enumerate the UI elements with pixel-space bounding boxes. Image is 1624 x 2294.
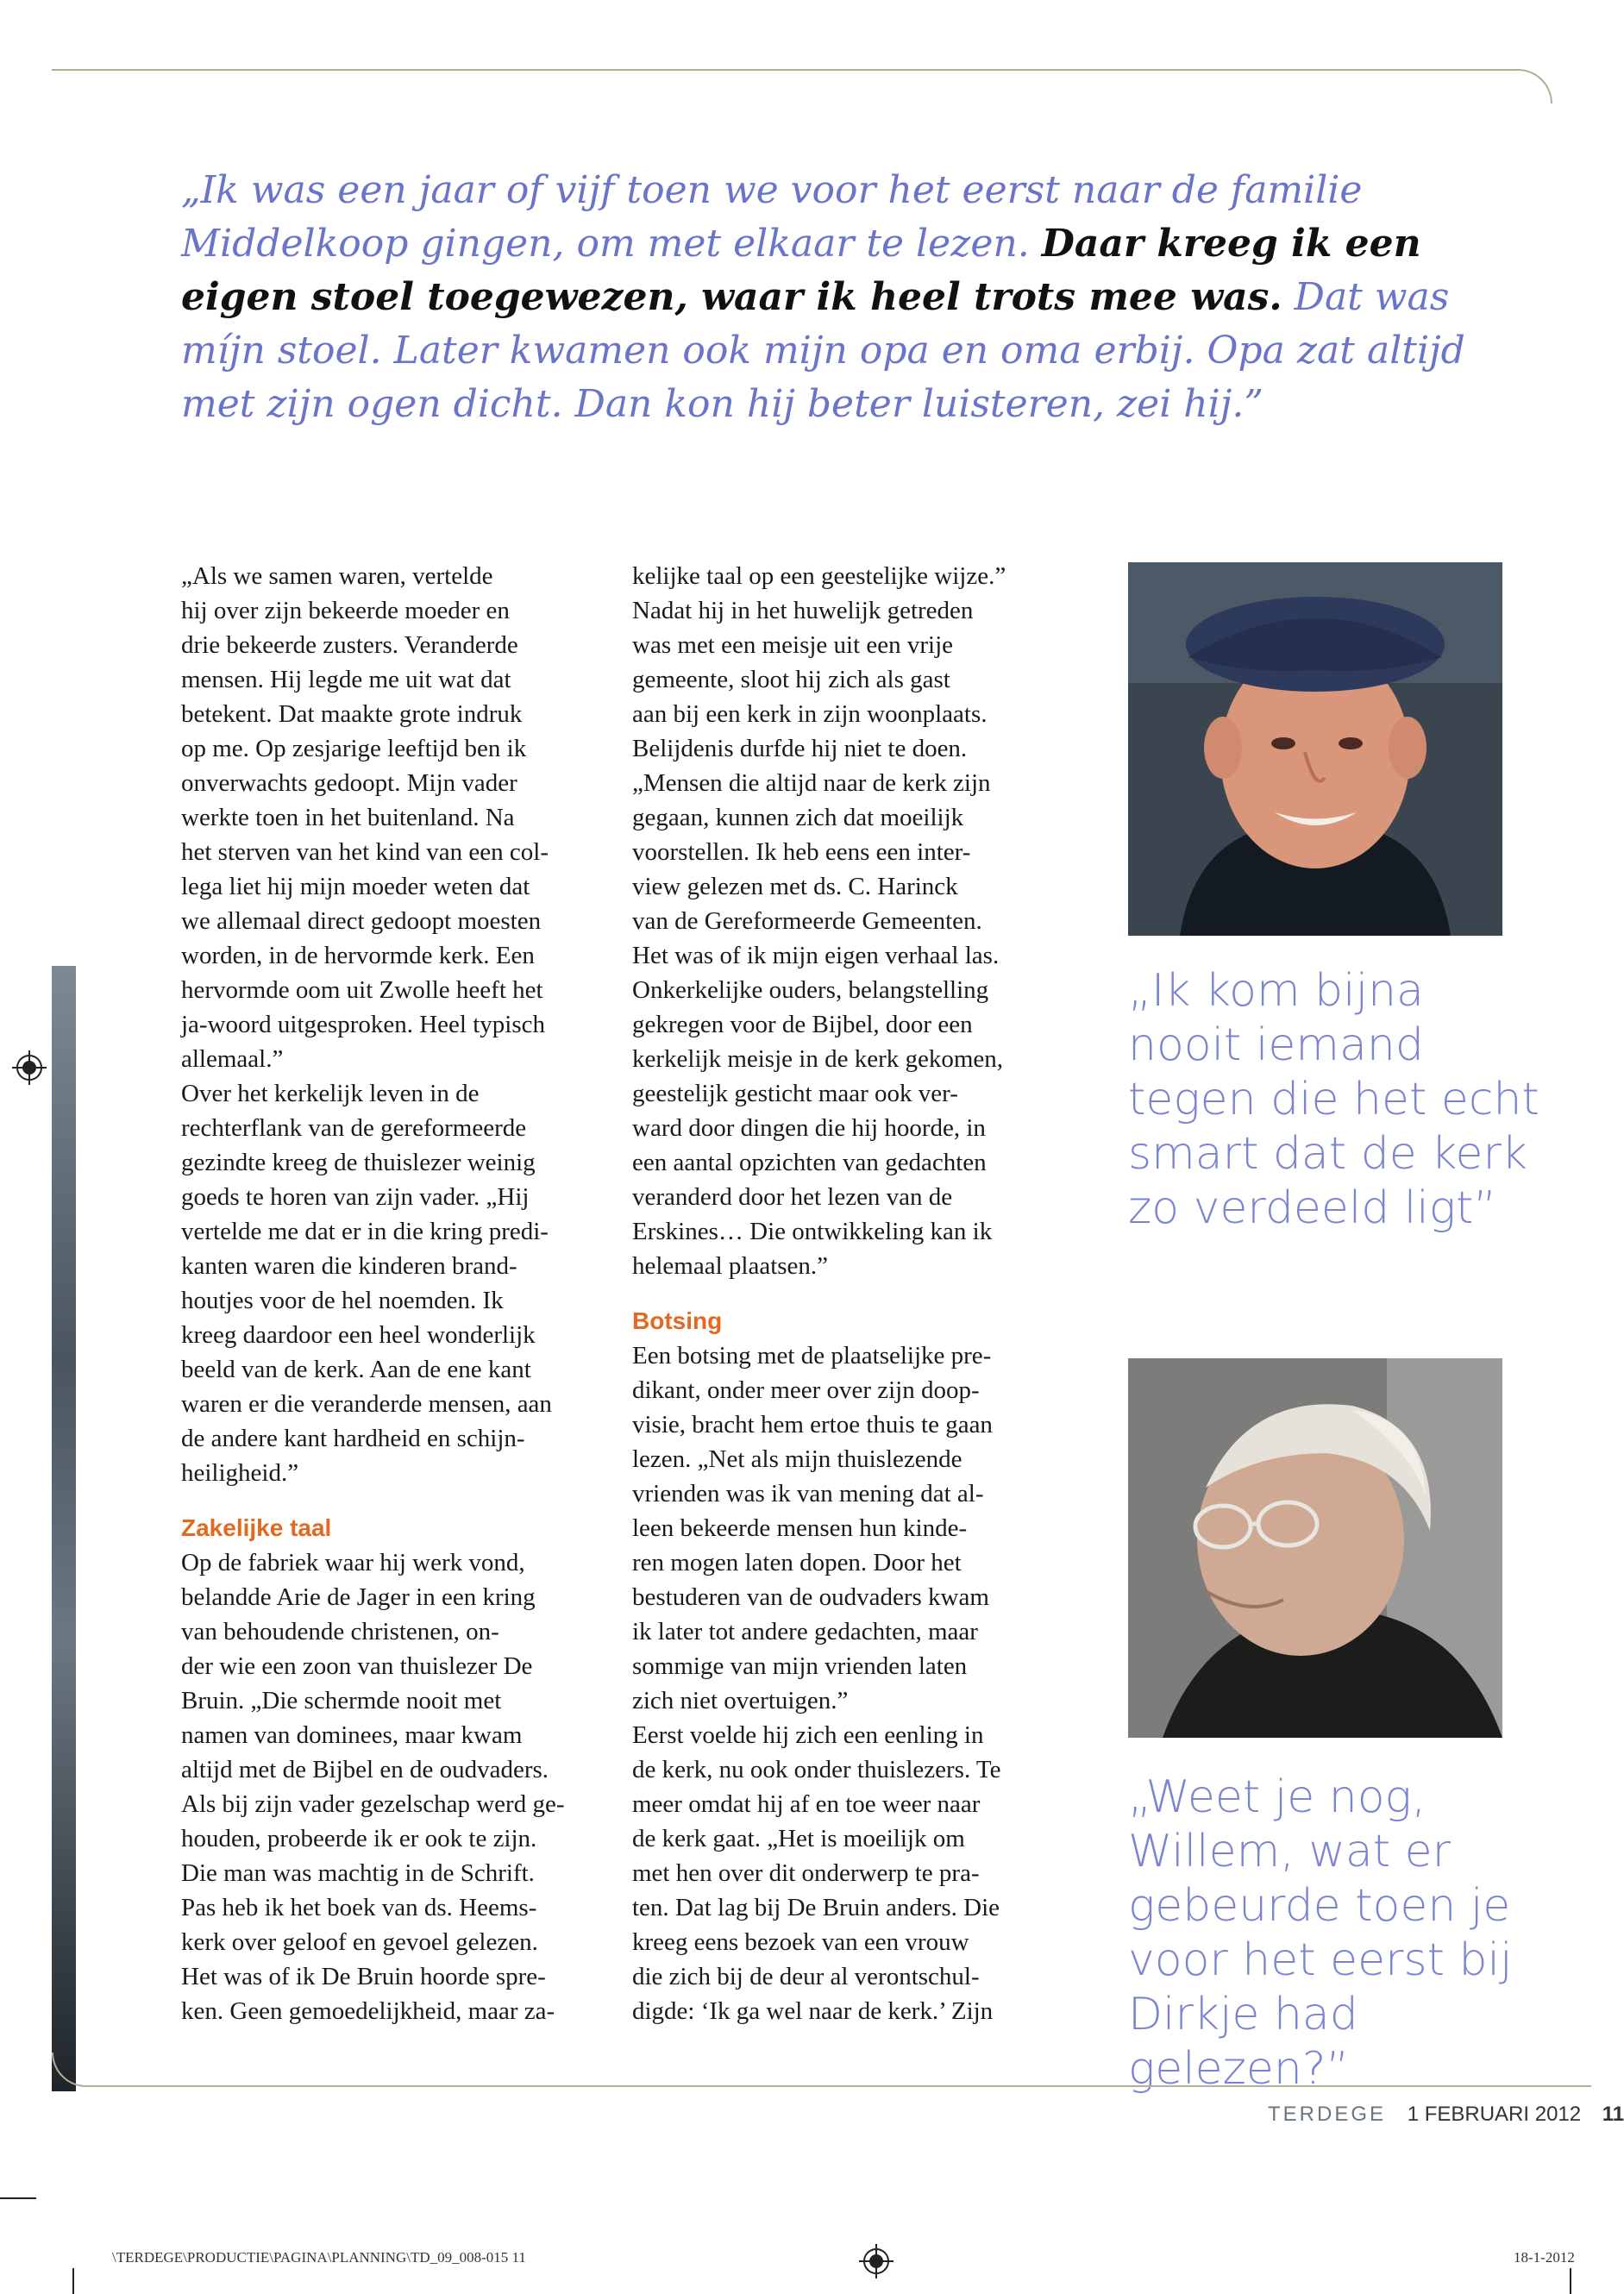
production-slug-date: 18-1-2012 xyxy=(1514,2249,1575,2266)
body-paragraph: Over het kerkelijk leven in de rechterflank van de gereformeerde gezindte kreeg de thuislezer weinig goeds te horen van zijn vader. „Hij vertelde me dat er in die kring predi- kanten waren die kinderen brand- houtjes voor de hel noemden. Ik kreeg daardoor een heel wonderlijk beeld van de kerk. Aan de ene kant waren er die veranderde mensen, aan de andere kant hardheid en schijn- heiligheid.” xyxy=(181,1080,552,1487)
subheading-zakelijke-taal: Zakelijke taal xyxy=(181,1514,332,1541)
registration-mark-icon xyxy=(12,1050,47,1085)
page-footer xyxy=(1268,2103,1624,2127)
intro-quote xyxy=(181,164,1475,431)
crop-mark xyxy=(0,2197,36,2199)
body-paragraph: „Als we samen waren, vertelde hij over zijn bekeerde moeder en drie bekeerde zusters. Veranderde mensen. Hij legde me uit wat dat betekent. Dat maakte grote indruk op me. Op zesjarige leeftijd ben ik onverwachts gedoopt. Mijn vader werkte toen in het buitenland. Na het sterven van het kind van een col- lega liet hij mijn moeder weten dat we allemaal direct gedoopt moesten worden, in de hervormde kerk. Een hervormde oom uit Zwolle heeft het ja-woord uitgesproken. Heel typisch allemaal.” xyxy=(181,562,549,1073)
portrait-woman-illustration xyxy=(1128,1358,1502,1738)
production-slug-path: \TERDEGE\PRODUCTIE\PAGINA\PLANNING\TD_09_008-015 11 xyxy=(112,2249,526,2266)
crop-mark xyxy=(72,2268,74,2294)
portrait-photo-man-cap xyxy=(1128,562,1502,936)
page-number: 11 xyxy=(1602,2103,1624,2126)
body-paragraph: kelijke taal op een geestelijke wijze.” Nadat hij in het huwelijk getreden was met een meisje uit een vrije gemeente, sloot hij zich als gast aan bij een kerk in zijn woonplaats. Belijdenis durfde hij niet te doen. „Mensen die altijd naar de kerk zijn gegaan, kunnen zich dat moeilijk voorstellen. Ik heb eens een inter- view gelezen met ds. C. Harinck van de Gereformeerde Gemeenten. Het was of ik mijn eigen verhaal las. Onkerkelijke ouders, belangstelling gekregen voor de Bijbel, door een kerkelijk meisje in de kerk gekomen, geestelijk gesticht maar ook ver- ward door dingen die hij hoorde, in een aantal opzichten van gedachten veranderd door het lezen van de Erskines… Die ontwikkeling kan ik helemaal plaatsen.” xyxy=(632,562,1006,1280)
intro-quote-part2: Dat was míjn stoel. Later kwamen ook mijn opa en oma erbij. Opa zat altijd met zijn ogen dicht. Dan kon hij beter luisteren, zei hij.” xyxy=(181,275,1465,426)
magazine-name: TERDEGE xyxy=(1268,2103,1387,2126)
portrait-photo-elderly-woman xyxy=(1128,1358,1502,1738)
body-paragraph: Op de fabriek waar hij werk vond, belandde Arie de Jager in een kring van behoudende christenen, on- der wie een zoon van thuislezer De Bruin. „Die schermde nooit met namen van dominees, maar kwam altijd met de Bijbel en de oudvaders. Als bij zijn vader gezelschap werd ge- houden, probeerde ik er ook te zijn. Die man was machtig in de Schrift. Pas heb ik het boek van ds. Heems- kerk over geloof en gevoel gelezen. Het was of ik De Bruin hoorde spre- ken. Geen gemoedelijkheid, maar za- xyxy=(181,1549,565,2025)
bottom-rule xyxy=(52,2053,1591,2087)
body-paragraph: Eerst voelde hij zich een eenling in de kerk, nu ook onder thuislezers. Te meer omdat hij af en toe weer naar de kerk gaat. „Het is moeilijk om met hen over dit onderwerp te pra- ten. Dat lag bij De Bruin anders. Die kreeg eens bezoek van een vrouw die zich bij de deur al verontschul- digde: ‘Ik ga wel naar de kerk.’ Zijn xyxy=(632,1721,1001,2025)
pullquote-2: „Weet je nog, Willem, wat er gebeurde toen je voor het eerst bij Dirkje had gelezen?” xyxy=(1128,1771,1513,2095)
article-column-2 xyxy=(632,559,1046,2028)
article-column-1 xyxy=(181,559,595,2028)
body-paragraph: Een botsing met de plaatselijke pre- dikant, onder meer over zijn doop- visie, bracht hem ertoe thuis te gaan lezen. „Net als mijn thuislezende vrienden was ik van mening dat al- leen bekeerde mensen hun kinde- ren mogen laten dopen. Door het bestuderen van de oudvaders kwam ik later tot andere gedachten, maar sommige van mijn vrienden laten zich niet overtuigen.” xyxy=(632,1342,993,1714)
portrait-man-illustration xyxy=(1128,562,1502,936)
registration-mark-icon xyxy=(859,2244,894,2278)
intro-quote-part1: „Ik was een jaar of vijf toen we voor het eerst naar de familie Middelkoop gingen, om met elkaar te lezen. xyxy=(181,168,1363,266)
crop-mark xyxy=(1570,2268,1571,2294)
intro-quote-bold: Daar kreeg ik een eigen stoel toegewezen, waar ik heel trots mee was. xyxy=(181,222,1421,319)
left-edge-photo-strip xyxy=(52,966,76,2091)
pullquote-1: „Ik kom bijna nooit iemand tegen die het echt smart dat de kerk zo verdeeld ligt” xyxy=(1128,965,1539,1234)
top-rule xyxy=(52,69,1552,103)
issue-date: 1 FEBRUARI 2012 xyxy=(1407,2103,1582,2126)
subheading-botsing: Botsing xyxy=(632,1307,723,1334)
